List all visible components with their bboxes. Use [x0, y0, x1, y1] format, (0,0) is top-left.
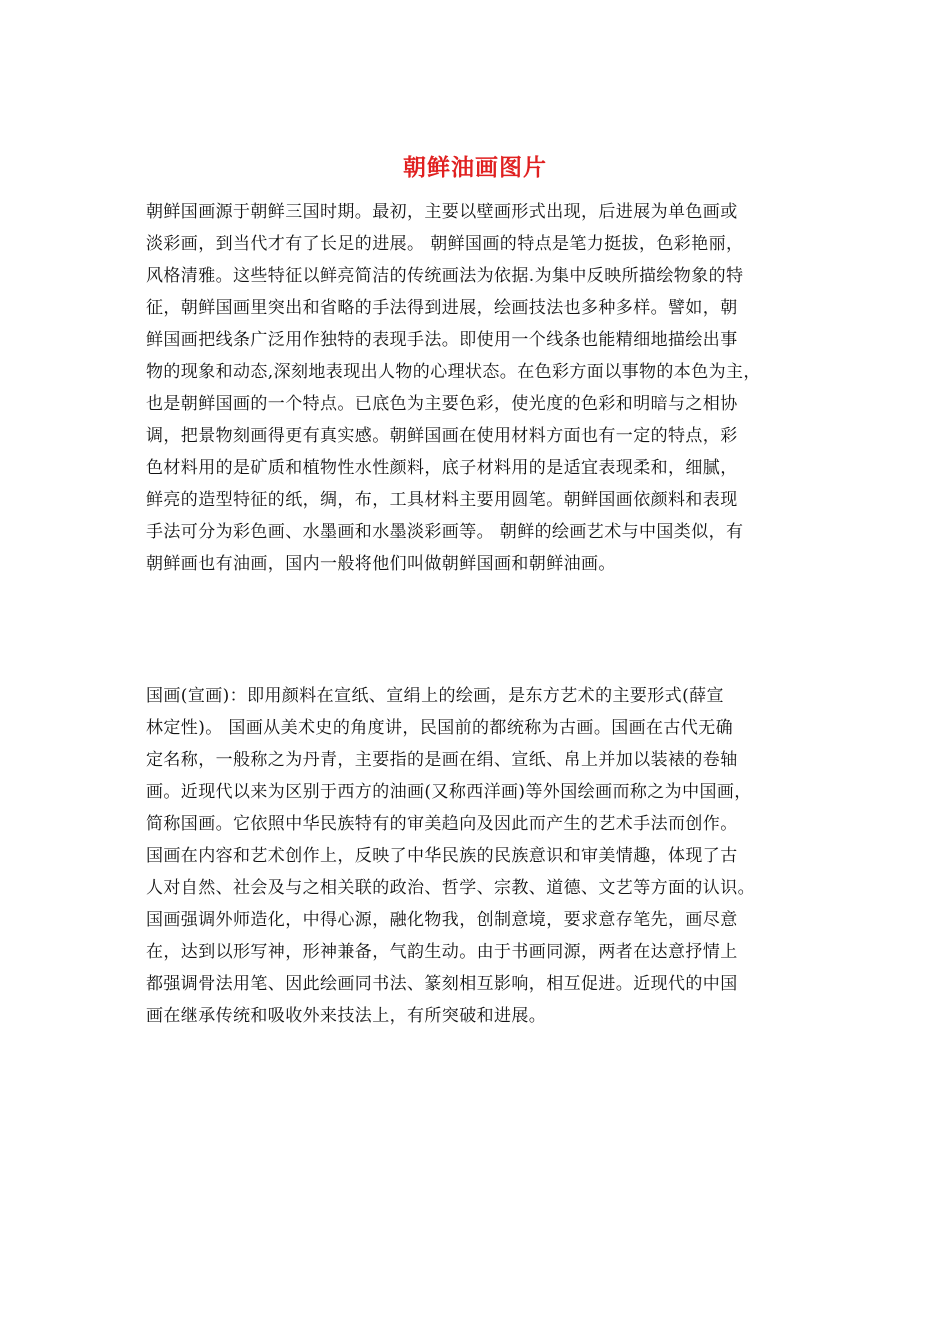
paragraph-line: 定名称，一般称之为丹青，主要指的是画在绢、宣纸、帛上并加以装裱的卷轴 [146, 750, 738, 770]
paragraph-line: 人对自然、社会及与之相关联的政治、哲学、宗教、道德、文艺等方面的认识。 [146, 878, 755, 898]
document-title: 朝鲜油画图片 [403, 155, 547, 181]
paragraph-line: 简称国画。它依照中华民族特有的审美趋向及因此而产生的艺术手法而创作。 [146, 814, 738, 834]
paragraph-line: 国画强调外师造化，中得心源，融化物我，创制意境，要求意存笔先，画尽意 [146, 910, 738, 930]
paragraph-line: 调，把景物刻画得更有真实感。朝鲜国画在使用材料方面也有一定的特点，彩 [146, 426, 738, 446]
paragraph-line: 鲜国画把线条广泛用作独特的表现手法。即使用一个线条也能精细地描绘出事 [146, 330, 738, 350]
paragraph-line: 物的现象和动态,深刻地表现出人物的心理状态。在色彩方面以事物的本色为主， [146, 362, 761, 382]
paragraph-line: 林定性)。 国画从美术史的角度讲，民国前的都统称为古画。国画在古代无确 [146, 718, 734, 738]
paragraph-line: 淡彩画，到当代才有了长足的进展。 朝鲜国画的特点是笔力挺拔，色彩艳丽， [146, 234, 744, 254]
paragraph-line: 也是朝鲜国画的一个特点。已底色为主要色彩，使光度的色彩和明暗与之相协 [146, 394, 738, 414]
paragraph-line: 鲜亮的造型特征的纸，绸，布，工具材料主要用圆笔。朝鲜国画依颜料和表现 [146, 490, 738, 510]
paragraph-line: 风格清雅。这些特征以鲜亮简洁的传统画法为依据.为集中反映所描绘物象的特 [146, 266, 744, 286]
paragraph-line: 国画在内容和艺术创作上，反映了中华民族的民族意识和审美情趣，体现了古 [146, 846, 738, 866]
paragraph-line: 都强调骨法用笔、因此绘画同书法、篆刻相互影响，相互促进。近现代的中国 [146, 974, 738, 994]
paragraph-line: 画。近现代以来为区别于西方的油画(又称西洋画)等外国绘画而称之为中国画， [146, 782, 752, 802]
paragraph-line: 征，朝鲜国画里突出和省略的手法得到进展，绘画技法也多种多样。譬如，朝 [146, 298, 738, 318]
paragraph-line: 朝鲜画也有油画，国内一般将他们叫做朝鲜国画和朝鲜油画。 [146, 554, 616, 574]
paragraph-line: 手法可分为彩色画、水墨画和水墨淡彩画等。 朝鲜的绘画艺术与中国类似，有 [146, 522, 744, 542]
paragraph-line: 在，达到以形写神，形神兼备，气韵生动。由于书画同源，两者在达意抒情上 [146, 942, 738, 962]
paragraph-line: 国画(宣画)：即用颜料在宣纸、宣绢上的绘画，是东方艺术的主要形式(薛宣 [146, 686, 724, 706]
paragraph-korean-painting [146, 196, 826, 580]
paragraph-line: 画在继承传统和吸收外来技法上，有所突破和进展。 [146, 1006, 547, 1026]
paragraph-line: 色材料用的是矿质和植物性水性颜料，底子材料用的是适宜表现柔和，细腻， [146, 458, 738, 478]
paragraph-line: 朝鲜国画源于朝鲜三国时期。最初，主要以壁画形式出现，后进展为单色画或 [146, 202, 738, 222]
paragraph-chinese-painting [146, 680, 826, 1032]
